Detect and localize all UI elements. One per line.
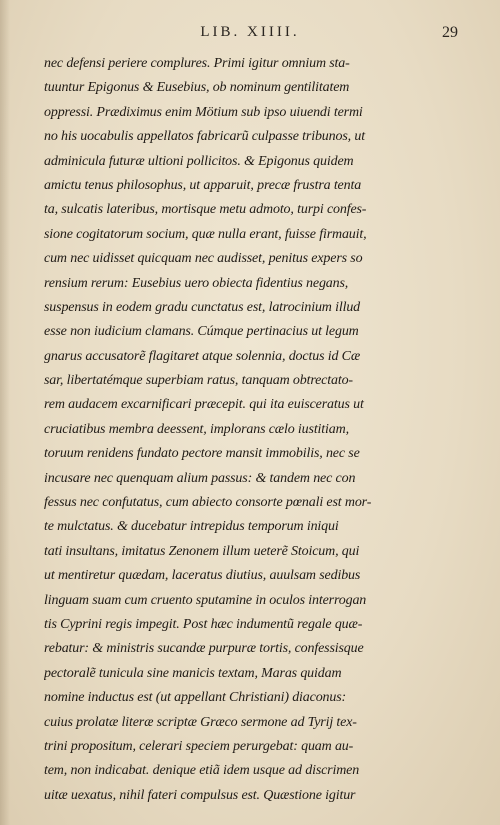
running-head: LIB. XIIII. [200, 24, 300, 40]
text-line: incusare nec quenquam alium passus: & tandem nec con [44, 470, 356, 486]
text-line: cuius prolatæ literæ scriptæ Græco sermone ad Tyrij tex- [44, 714, 357, 730]
text-line: tati insultans, imitatus Zenonem illum ueterẽ Stoicum, qui [44, 543, 360, 559]
text-line: linguam suam cum cruento sputamine in oculos interrogan [44, 592, 367, 608]
text-line: tuuntur Epigonus & Eusebius, ob nominum gentilitatem [44, 80, 350, 96]
text-line: uitæ uexatus, nihil fateri compulsus est. Quæstione igitur [44, 787, 356, 803]
text-line: nomine inductus est (ut appellant Christiani) diaconus: [44, 690, 347, 706]
text-line: cruciatibus membra deessent, implorans cælo iustitiam, [44, 421, 349, 437]
text-line: ta, sulcatis lateribus, mortisque metu admoto, turpi confes- [44, 202, 367, 218]
text-line: ut mentiretur quædam, laceratus diutius, auulsam sedibus [44, 568, 361, 584]
text-line: nec defensi periere complures. Primi igitur omnium sta- [44, 56, 350, 71]
text-line: gnarus accusatorẽ flagitaret atque solennia, doctus id Cæ [44, 348, 361, 364]
text-line: tem, non indicabat. denique etiã idem usque ad discrimen [44, 763, 360, 779]
text-line: suspensus in eodem gradu cunctatus est, latrocinium illud [44, 299, 361, 315]
text-line: rensium rerum: Eusebius uero obiecta fidentius negans, [44, 275, 349, 291]
text-line: pectoralẽ tunicula sine manicis textam, Maras quidam [44, 665, 342, 681]
text-line: esse non iudicium clamans. Cúmque pertinacius ut legum [44, 324, 359, 340]
text-line: oppressi. Prædiximus enim Mötium sub ipso uiuendi termi [44, 104, 363, 120]
text-line: rebatur: & ministris sucandæ purpuræ tortis, confessisque [44, 641, 364, 657]
page-header [0, 24, 500, 48]
text-line: amictu tenus philosophus, ut apparuit, precæ frustra tenta [44, 177, 362, 193]
text-line: no his uocabulis appellatos fabricarũ culpasse tribunos, ut [44, 129, 365, 145]
page-gutter-shadow [0, 0, 10, 825]
text-line: tis Cyprini regis impegit. Post hæc indumentũ regale quæ- [44, 616, 363, 632]
text-line: rem audacem excarnificari præcepit. qui ita euisceratus ut [44, 397, 364, 413]
text-line: adminicula futuræ ultioni pollicitos. & Epigonus quidem [44, 153, 354, 169]
text-line: trini propositum, celerari speciem perurgebat: quam au- [44, 738, 354, 754]
page-number: 29 [442, 24, 458, 41]
text-line: toruum renidens fundato pectore mansit immobilis, nec se [44, 446, 360, 462]
text-block [44, 52, 464, 808]
text-line: cum nec uidisset quicquam nec audisset, penitus expers so [44, 251, 363, 267]
text-line: fessus nec confutatus, cum abiecto consorte pœnali est mor- [44, 495, 372, 511]
text-line: sione cogitatorum socium, quæ nulla erant, fuisse firmauit, [44, 226, 367, 242]
text-line: sar, libertatémque superbiam ratus, tanquam obtrectato- [44, 373, 353, 389]
text-line: te mulctatus. & ducebatur intrepidus temporum iniqui [44, 519, 339, 535]
